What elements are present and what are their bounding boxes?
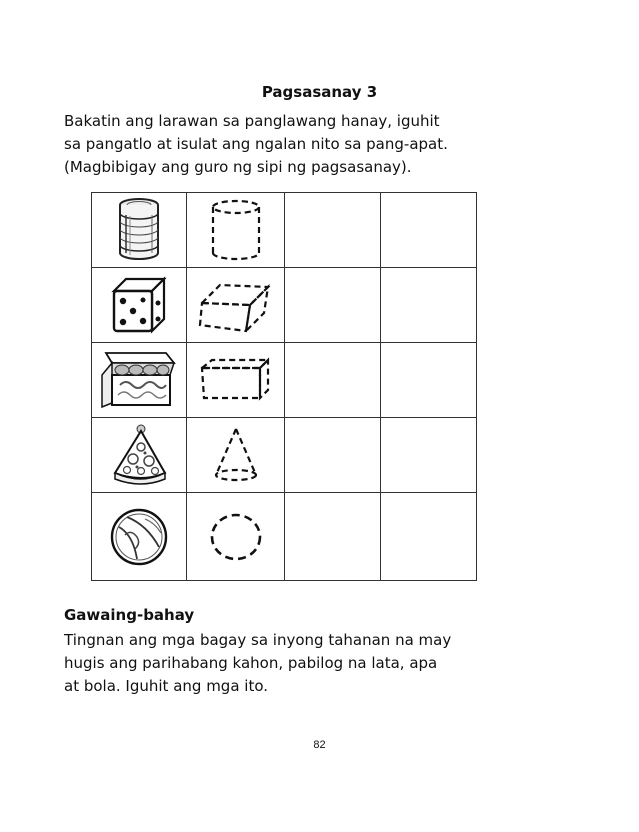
name-cell[interactable] <box>381 193 477 268</box>
trace-cell <box>187 193 285 268</box>
homework-text: Tingnan ang mga bagay sa inyong tahanan na may hugis ang parihabang kahon, pabilog na lata, apa at bola. Iguhit ang mga ito. <box>64 631 452 695</box>
dashed-rectangular-prism-icon <box>198 356 274 404</box>
object-cell <box>92 418 187 493</box>
object-cell <box>92 268 187 343</box>
name-cell[interactable] <box>381 343 477 418</box>
object-cell <box>92 343 187 418</box>
trace-cell <box>187 493 285 581</box>
table-row <box>92 343 477 418</box>
party-hat-icon <box>107 423 171 487</box>
draw-cell[interactable] <box>285 343 381 418</box>
gift-box-icon <box>96 349 182 411</box>
dashed-cylinder-icon <box>206 198 266 262</box>
can-icon <box>114 197 164 263</box>
table-row <box>92 268 477 343</box>
trace-cell <box>187 268 285 343</box>
ball-icon <box>107 505 171 569</box>
homework-title: Gawaing-bahay <box>64 606 195 624</box>
name-cell[interactable] <box>381 493 477 581</box>
name-cell[interactable] <box>381 418 477 493</box>
name-cell[interactable] <box>381 268 477 343</box>
object-cell <box>92 193 187 268</box>
trace-cell <box>187 418 285 493</box>
trace-cell <box>187 343 285 418</box>
exercise-table <box>91 192 477 581</box>
page-title: Pagsasanay 3 <box>261 83 378 101</box>
draw-cell[interactable] <box>285 193 381 268</box>
page-number: 82 <box>313 739 326 751</box>
draw-cell[interactable] <box>285 418 381 493</box>
instructions-text: Bakatin ang larawan sa panglawang hanay, iguhit sa pangatlo at isulat ang ngalan nito sa pang-apat. (Magbibigay ang guro ng sipi ng pagsasanay). <box>64 112 448 176</box>
table-row <box>92 493 477 581</box>
draw-cell[interactable] <box>285 493 381 581</box>
dashed-cube-icon <box>198 275 274 335</box>
dice-icon <box>110 275 168 335</box>
dashed-sphere-icon <box>206 510 266 564</box>
draw-cell[interactable] <box>285 268 381 343</box>
table-row <box>92 193 477 268</box>
table-row <box>92 418 477 493</box>
object-cell <box>92 493 187 581</box>
dashed-cone-icon <box>208 425 264 485</box>
